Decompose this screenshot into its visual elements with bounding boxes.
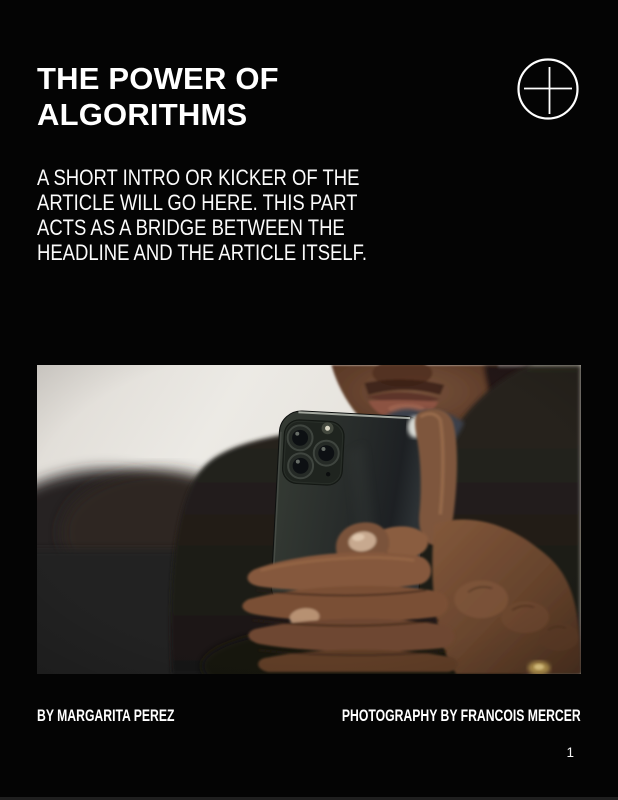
title-line-2: ALGORITHMS	[37, 96, 248, 132]
photo-illustration	[37, 365, 581, 674]
author-byline: BY MARGARITA PEREZ	[37, 707, 175, 725]
kicker-line: A SHORT INTRO OR KICKER OF THE	[37, 165, 360, 190]
page-number: 1	[566, 745, 574, 760]
photography-credit: PHOTOGRAPHY BY FRANCOIS MERCER	[342, 707, 581, 725]
title-line-1: THE POWER OF	[37, 61, 279, 96]
kicker-line: ACTS AS A BRIDGE BETWEEN THE	[37, 215, 345, 240]
kicker-line: HEADLINE AND THE ARTICLE ITSELF.	[37, 240, 368, 265]
kicker-text	[37, 165, 367, 265]
kicker-line: ARTICLE WILL GO HERE. THIS PART	[37, 190, 358, 215]
page-title	[37, 61, 279, 132]
article-photo	[37, 365, 581, 674]
plus-circle-icon	[514, 55, 586, 127]
